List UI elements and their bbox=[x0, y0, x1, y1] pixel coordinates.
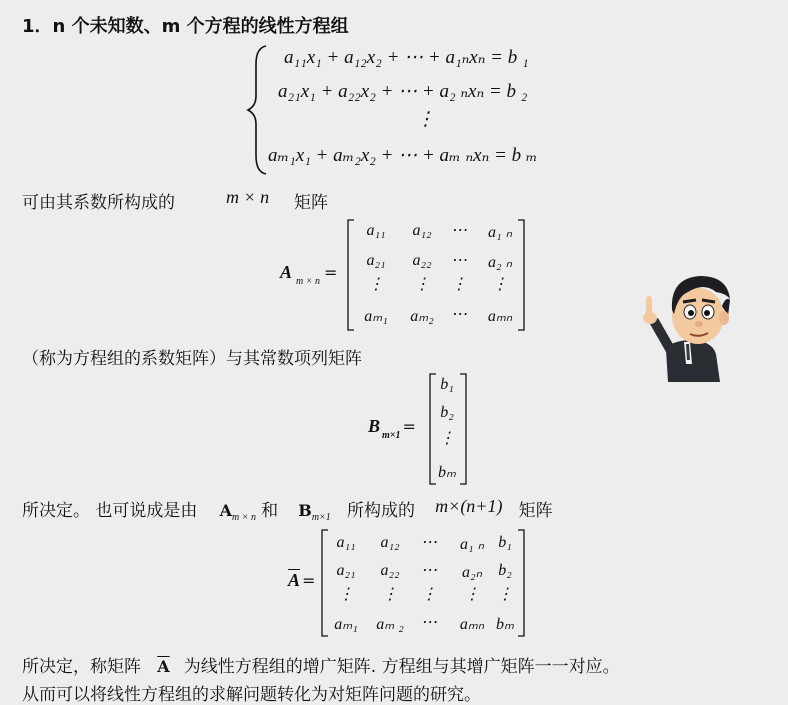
cartoon-teacher-icon bbox=[628, 266, 748, 386]
augmented-cell: a₁₁ bbox=[336, 534, 356, 551]
matrix-a-cell: ⋮ bbox=[368, 276, 384, 293]
augmented-cell: a₂₁ bbox=[336, 562, 356, 579]
text-b-symbol: B bbox=[298, 501, 312, 520]
matrix-a-cell: ⋯ bbox=[451, 252, 467, 269]
equation-row-vdots: ⋮ bbox=[416, 109, 435, 130]
matrix-a-cell: a₁ ₙ bbox=[488, 224, 512, 241]
augmented-cell: bₘ bbox=[496, 616, 514, 633]
matrix-a-cell: ⋮ bbox=[492, 276, 508, 293]
text-constant-column: （称为方程组的系数矩阵）与其常数项列矩阵 bbox=[22, 349, 362, 369]
matrix-a-cell: aₘₙ bbox=[487, 308, 513, 325]
text-coefficient-intro: 可由其系数所构成的 bbox=[22, 193, 175, 213]
text-determined: 所决定。 也可说成是由 bbox=[22, 501, 198, 521]
equation-row-2: a₂₁x₁ + a₂₂x₂ + ⋯ + a₂ ₙxₙ = b ₂ bbox=[278, 81, 528, 102]
equation-row-m: aₘ₁x₁ + aₘ₂x₂ + ⋯ + aₘ ₙxₙ = b ₘ bbox=[268, 145, 538, 166]
augmented-cell: ⋯ bbox=[421, 614, 437, 631]
matrix-b-cell: b₁ bbox=[440, 376, 454, 393]
matrix-b-cell: b₂ bbox=[440, 404, 454, 421]
augmented-cell: ⋮ bbox=[464, 586, 480, 603]
augmented-cell: ⋮ bbox=[338, 586, 354, 603]
augmented-cell: ⋯ bbox=[421, 562, 437, 579]
augmented-cell: a₂₂ bbox=[380, 562, 400, 579]
matrix-a-cell: a₁₁ bbox=[366, 222, 386, 239]
matrix-a-cell: ⋯ bbox=[451, 306, 467, 323]
augmented-cell: ⋮ bbox=[497, 586, 513, 603]
text-augmented-correspondence: 为线性方程组的增广矩阵. 方程组与其增广矩阵一一对应。 bbox=[183, 657, 620, 677]
matrix-b-symbol: B bbox=[368, 416, 381, 436]
augmented-symbol: $\overline{A}$ bbox=[288, 570, 301, 590]
text-a-symbol: A bbox=[219, 501, 233, 520]
augmented-cell: aₘ ₂ bbox=[376, 616, 404, 633]
text-dims-mxn: m × n bbox=[226, 187, 270, 207]
matrix-b-cell: bₘ bbox=[438, 464, 456, 481]
augmented-cell: b₂ bbox=[498, 562, 512, 579]
matrix-a-cell: a₂ ₙ bbox=[488, 254, 512, 271]
text-augmented-symbol: $\overline{A}$ bbox=[157, 657, 170, 676]
matrix-a-cell: ⋮ bbox=[414, 276, 430, 293]
text-augmented-definition bbox=[22, 652, 620, 677]
text-dims-augmented: m×(n+1) bbox=[435, 496, 503, 516]
text-matrix-word: 矩阵 bbox=[294, 193, 328, 213]
text-and: 和 bbox=[261, 501, 279, 521]
augmented-cell: b₁ bbox=[498, 534, 512, 551]
equation-row-1: a₁₁x₁ + a₁₂x₂ + ⋯ + a₁ₙxₙ = b ₁ bbox=[284, 47, 529, 68]
augmented-cell: ⋯ bbox=[421, 534, 437, 551]
text-constructed: 所构成的 bbox=[346, 501, 415, 521]
matrix-a-symbol: A bbox=[280, 262, 293, 282]
augmented-cell: a₁ ₙ bbox=[460, 536, 484, 553]
augmented-cell: a₂ₙ bbox=[462, 564, 482, 581]
augmented-cell: ⋮ bbox=[421, 586, 437, 603]
text-augmented-intro bbox=[22, 496, 553, 521]
matrix-a-cell: a₁₂ bbox=[412, 222, 432, 239]
text-a-subscript: m × n bbox=[232, 512, 256, 523]
matrix-a-cell: ⋯ bbox=[451, 222, 467, 239]
matrix-b-cell: ⋮ bbox=[439, 430, 455, 447]
text-matrix-word-2: 矩阵 bbox=[518, 501, 553, 521]
matrix-b-subscript: m×1 bbox=[382, 430, 401, 441]
augmented-label: $\overline{A}$ = bbox=[288, 570, 316, 590]
matrix-a-cell: ⋮ bbox=[451, 276, 467, 293]
matrix-a-cell: aₘ₁ bbox=[364, 308, 388, 325]
matrix-a-subscript: m × n bbox=[296, 276, 320, 287]
text-b-subscript: m×1 bbox=[311, 512, 331, 523]
text-called-matrix: 所决定，称矩阵 bbox=[22, 657, 141, 677]
augmented-cell: aₘ₁ bbox=[334, 616, 358, 633]
augmented-cell: a₁₂ bbox=[380, 534, 400, 551]
text-conclusion: 从而可以将线性方程组的求解问题转化为对矩阵问题的研究。 bbox=[22, 685, 481, 705]
augmented-cell: ⋮ bbox=[382, 586, 398, 603]
matrix-b-label: B $_{m\times 1}$ = bbox=[368, 416, 416, 441]
matrix-a-cell: a₂₁ bbox=[366, 252, 386, 269]
matrix-a-cell: aₘ₂ bbox=[410, 308, 434, 325]
matrix-a-label: A $_{m \times n}$ = bbox=[280, 262, 338, 287]
section-heading: 1．n 个未知数、m 个方程的线性方程组 bbox=[22, 16, 349, 37]
matrix-a-cell: a₂₂ bbox=[412, 252, 432, 269]
augmented-cell: aₘₙ bbox=[459, 616, 485, 633]
